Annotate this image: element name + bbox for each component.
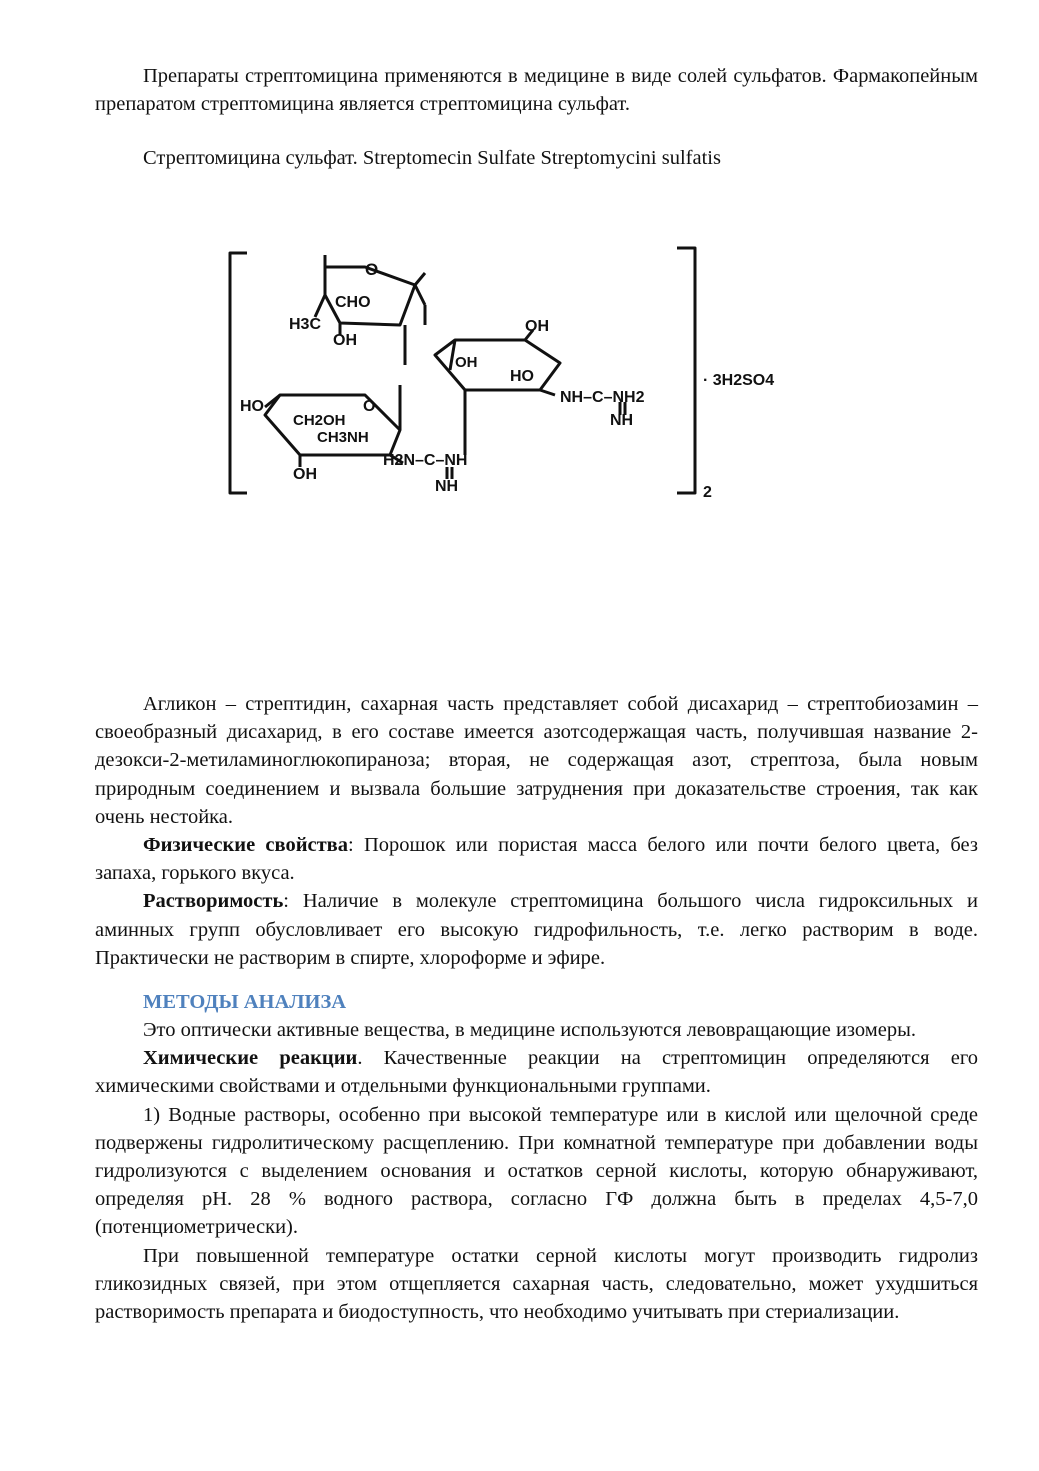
label-ch2oh: CH2OH	[293, 412, 346, 429]
solubility-text: : Наличие в молекуле стрептомицина большого числа гидроксильных и аминных групп обусловливает его высокую гидрофильность, т.е. легко растворим в воде. Практически не растворим в спирте, хлороформе и эфире.	[95, 890, 978, 969]
chemical-reactions-label: Химические реакции	[143, 1047, 358, 1070]
label-oh-upper: OH	[333, 332, 357, 349]
intro-paragraph: Препараты стрептомицина применяются в медицине в виде солей сульфатов. Фармакопейным препаратом стрептомицина является стрептомицина сульфат.	[95, 65, 978, 116]
description-section	[95, 690, 978, 1326]
label-h3c: H3C	[289, 316, 322, 333]
label-nh-c-nh2: NH–C–NH2	[560, 389, 645, 406]
solubility-paragraph	[95, 887, 978, 972]
solubility-label: Растворимость	[143, 890, 284, 913]
optical-paragraph: Это оптически активные вещества, в медицине используются левовращающие изомеры.	[143, 1019, 916, 1042]
label-ho-ring-right: HO	[510, 368, 534, 385]
label-h2n-c-nh: H2N–C–NH	[383, 452, 468, 469]
label-subscript-2: 2	[703, 484, 712, 501]
label-ho-left: HO	[240, 398, 264, 415]
section-heading: МЕТОДЫ АНАЛИЗА	[143, 991, 347, 1014]
left-bracket	[230, 253, 247, 493]
chemical-reactions-text: . Качественные реакции на стрептомицин определяются его химическими свойствами и отдельными функциональными группами.	[95, 1047, 978, 1098]
label-oh-right-top: OH	[525, 318, 549, 335]
label-nh-bottom-right: NH	[610, 412, 634, 429]
temperature-paragraph: При повышенной температуре остатки серной кислоты могут производить гидролиз гликозидных связей, при этом отщепляется сахарная часть, следовательно, может ухудшиться растворимость препарата и биодоступность, что необходимо учитывать при стериализации.	[95, 1244, 978, 1324]
chemical-reactions-paragraph	[95, 1044, 978, 1100]
label-oh-ring-inner: OH	[455, 354, 478, 371]
drug-name-line: Стрептомицина сульфат. Streptomecin Sulfate Streptomycini sulfatis	[143, 147, 721, 170]
intro-section	[95, 62, 978, 173]
hydrolysis-paragraph: 1) Водные растворы, особенно при высокой температуре или в кислой или щелочной среде подвержены гидролитическому расщеплению. При комнатной температуре при добавлении воды гидролизуются с выделением основания и остатков серной кислоты, которую обнаруживают, определяя pH. 28 % водного раствора, согласно ГФ должна быть в пределах 4,5-7,0 (потенциометрически).	[95, 1103, 978, 1239]
label-ch3nh: CH3NH	[317, 429, 369, 446]
label-o-top: O	[365, 260, 379, 279]
right-bracket	[677, 248, 695, 493]
label-acid: · 3H2SO4	[703, 372, 775, 389]
physical-properties-paragraph	[95, 831, 978, 887]
physical-properties-label: Физические свойства	[143, 834, 349, 857]
label-nh-bottom: NH	[435, 478, 459, 495]
label-o-ring-left: O	[363, 398, 376, 415]
aglycone-paragraph: Агликон – стрептидин, сахарная часть представляет собой дисахарид – стрептобиозамин – своеобразный дисахарид, в его составе имеется азотсодержащая часть, получившая название 2-дезокси-2-метиламиноглюкопираноза; вторая, не содержащая азот, стрептоза, была новым природным соединением и вызвала большие затруднения при доказательстве строения, так как очень нестойка.	[95, 693, 978, 828]
label-cho: CHO	[335, 294, 371, 311]
physical-properties-text: : Порошок или пористая масса белого или почти белого цвета, без запаха, горького вкуса.	[95, 834, 979, 885]
label-oh-bottom-left: OH	[293, 466, 317, 483]
streptomycin-structural-formula	[225, 245, 825, 505]
